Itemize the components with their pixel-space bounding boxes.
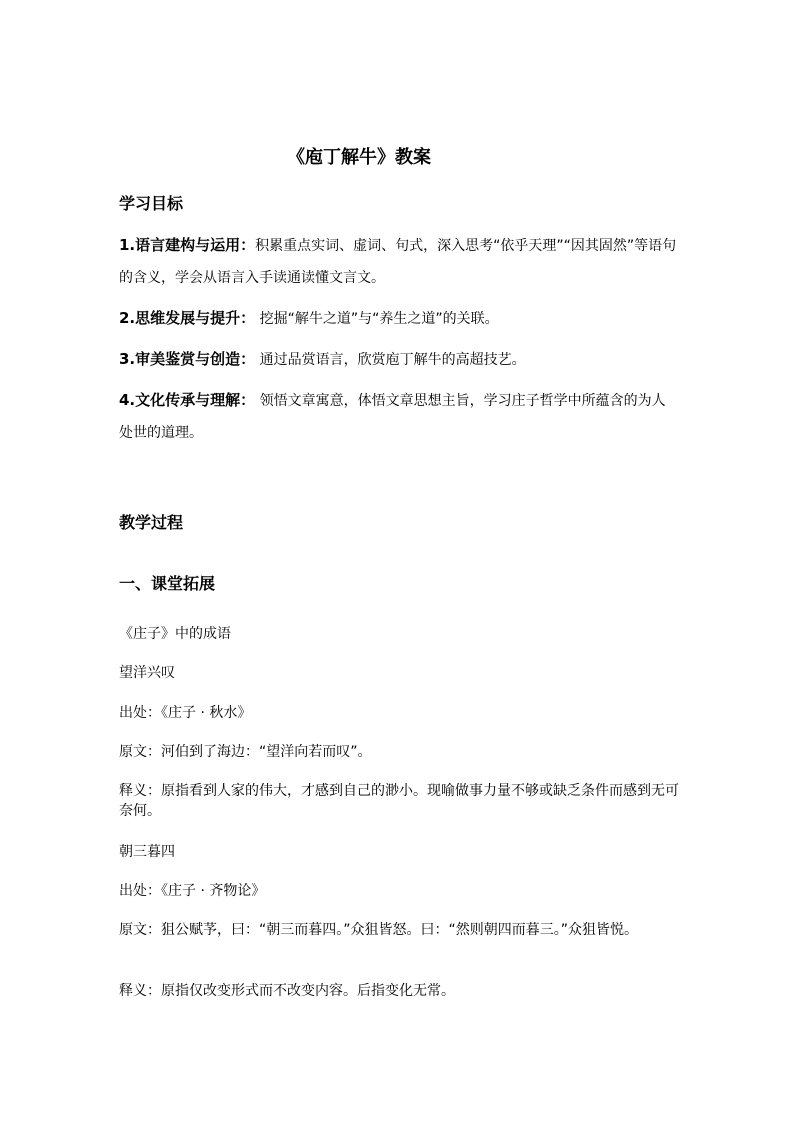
idiom-source: 出处：《庄子 · 齐物论》	[119, 883, 266, 899]
objective-text: 挖掘“解牛之道”与“养生之道”的关联。	[255, 311, 499, 327]
objective-item-1	[119, 229, 679, 294]
objective-item-3	[119, 343, 679, 376]
section-intro: 《庄子》中的成语	[119, 626, 231, 642]
objective-text: 通过品赏语言，欣赏庖丁解牛的高超技艺。	[255, 352, 526, 368]
objective-lead: 1.语言建构与运用：	[119, 236, 256, 254]
process-heading: 教学过程	[119, 513, 184, 532]
idiom-meaning: 释义：原指仅改变形式而不改变内容。后指变化无常。	[119, 983, 455, 999]
objective-item-4	[119, 384, 679, 449]
objectives-heading: 学习目标	[119, 194, 184, 213]
objective-text: 积累重点实词、虚词、句式，深入思考“依乎天理”“因其固然”等语句的含义，学会从语言入手读通读懂文言文。	[119, 238, 677, 286]
idiom-original: 原文：狙公赋芧，曰：“朝三而暮四。”众狙皆怒。曰：“然则朝四而暮三。”众狙皆悦。	[119, 922, 639, 938]
objective-lead: 3.审美鉴赏与创造：	[119, 350, 256, 368]
objective-lead: 2.思维发展与提升：	[119, 309, 256, 327]
idiom-original: 原文：河伯到了海边：“望洋向若而叹”。	[119, 744, 372, 760]
document-title: 《庖丁解牛》教案	[287, 147, 431, 168]
section-heading: 一、课堂拓展	[119, 574, 216, 593]
idiom-source: 出处：《庄子 · 秋水》	[119, 705, 252, 721]
objective-lead: 4.文化传承与理解：	[119, 391, 256, 409]
idiom-name: 朝三暮四	[119, 844, 175, 860]
objective-item-2	[119, 302, 679, 335]
idiom-meaning: 释义：原指看到人家的伟大，才感到自己的渺小。现喻做事力量不够或缺乏条件而感到无可奈何。	[119, 783, 679, 819]
objective-text: 领悟文章寓意，体悟文章思想主旨，学习庄子哲学中所蕴含的为人处世的道理。	[119, 393, 666, 441]
idiom-name: 望洋兴叹	[119, 665, 175, 681]
